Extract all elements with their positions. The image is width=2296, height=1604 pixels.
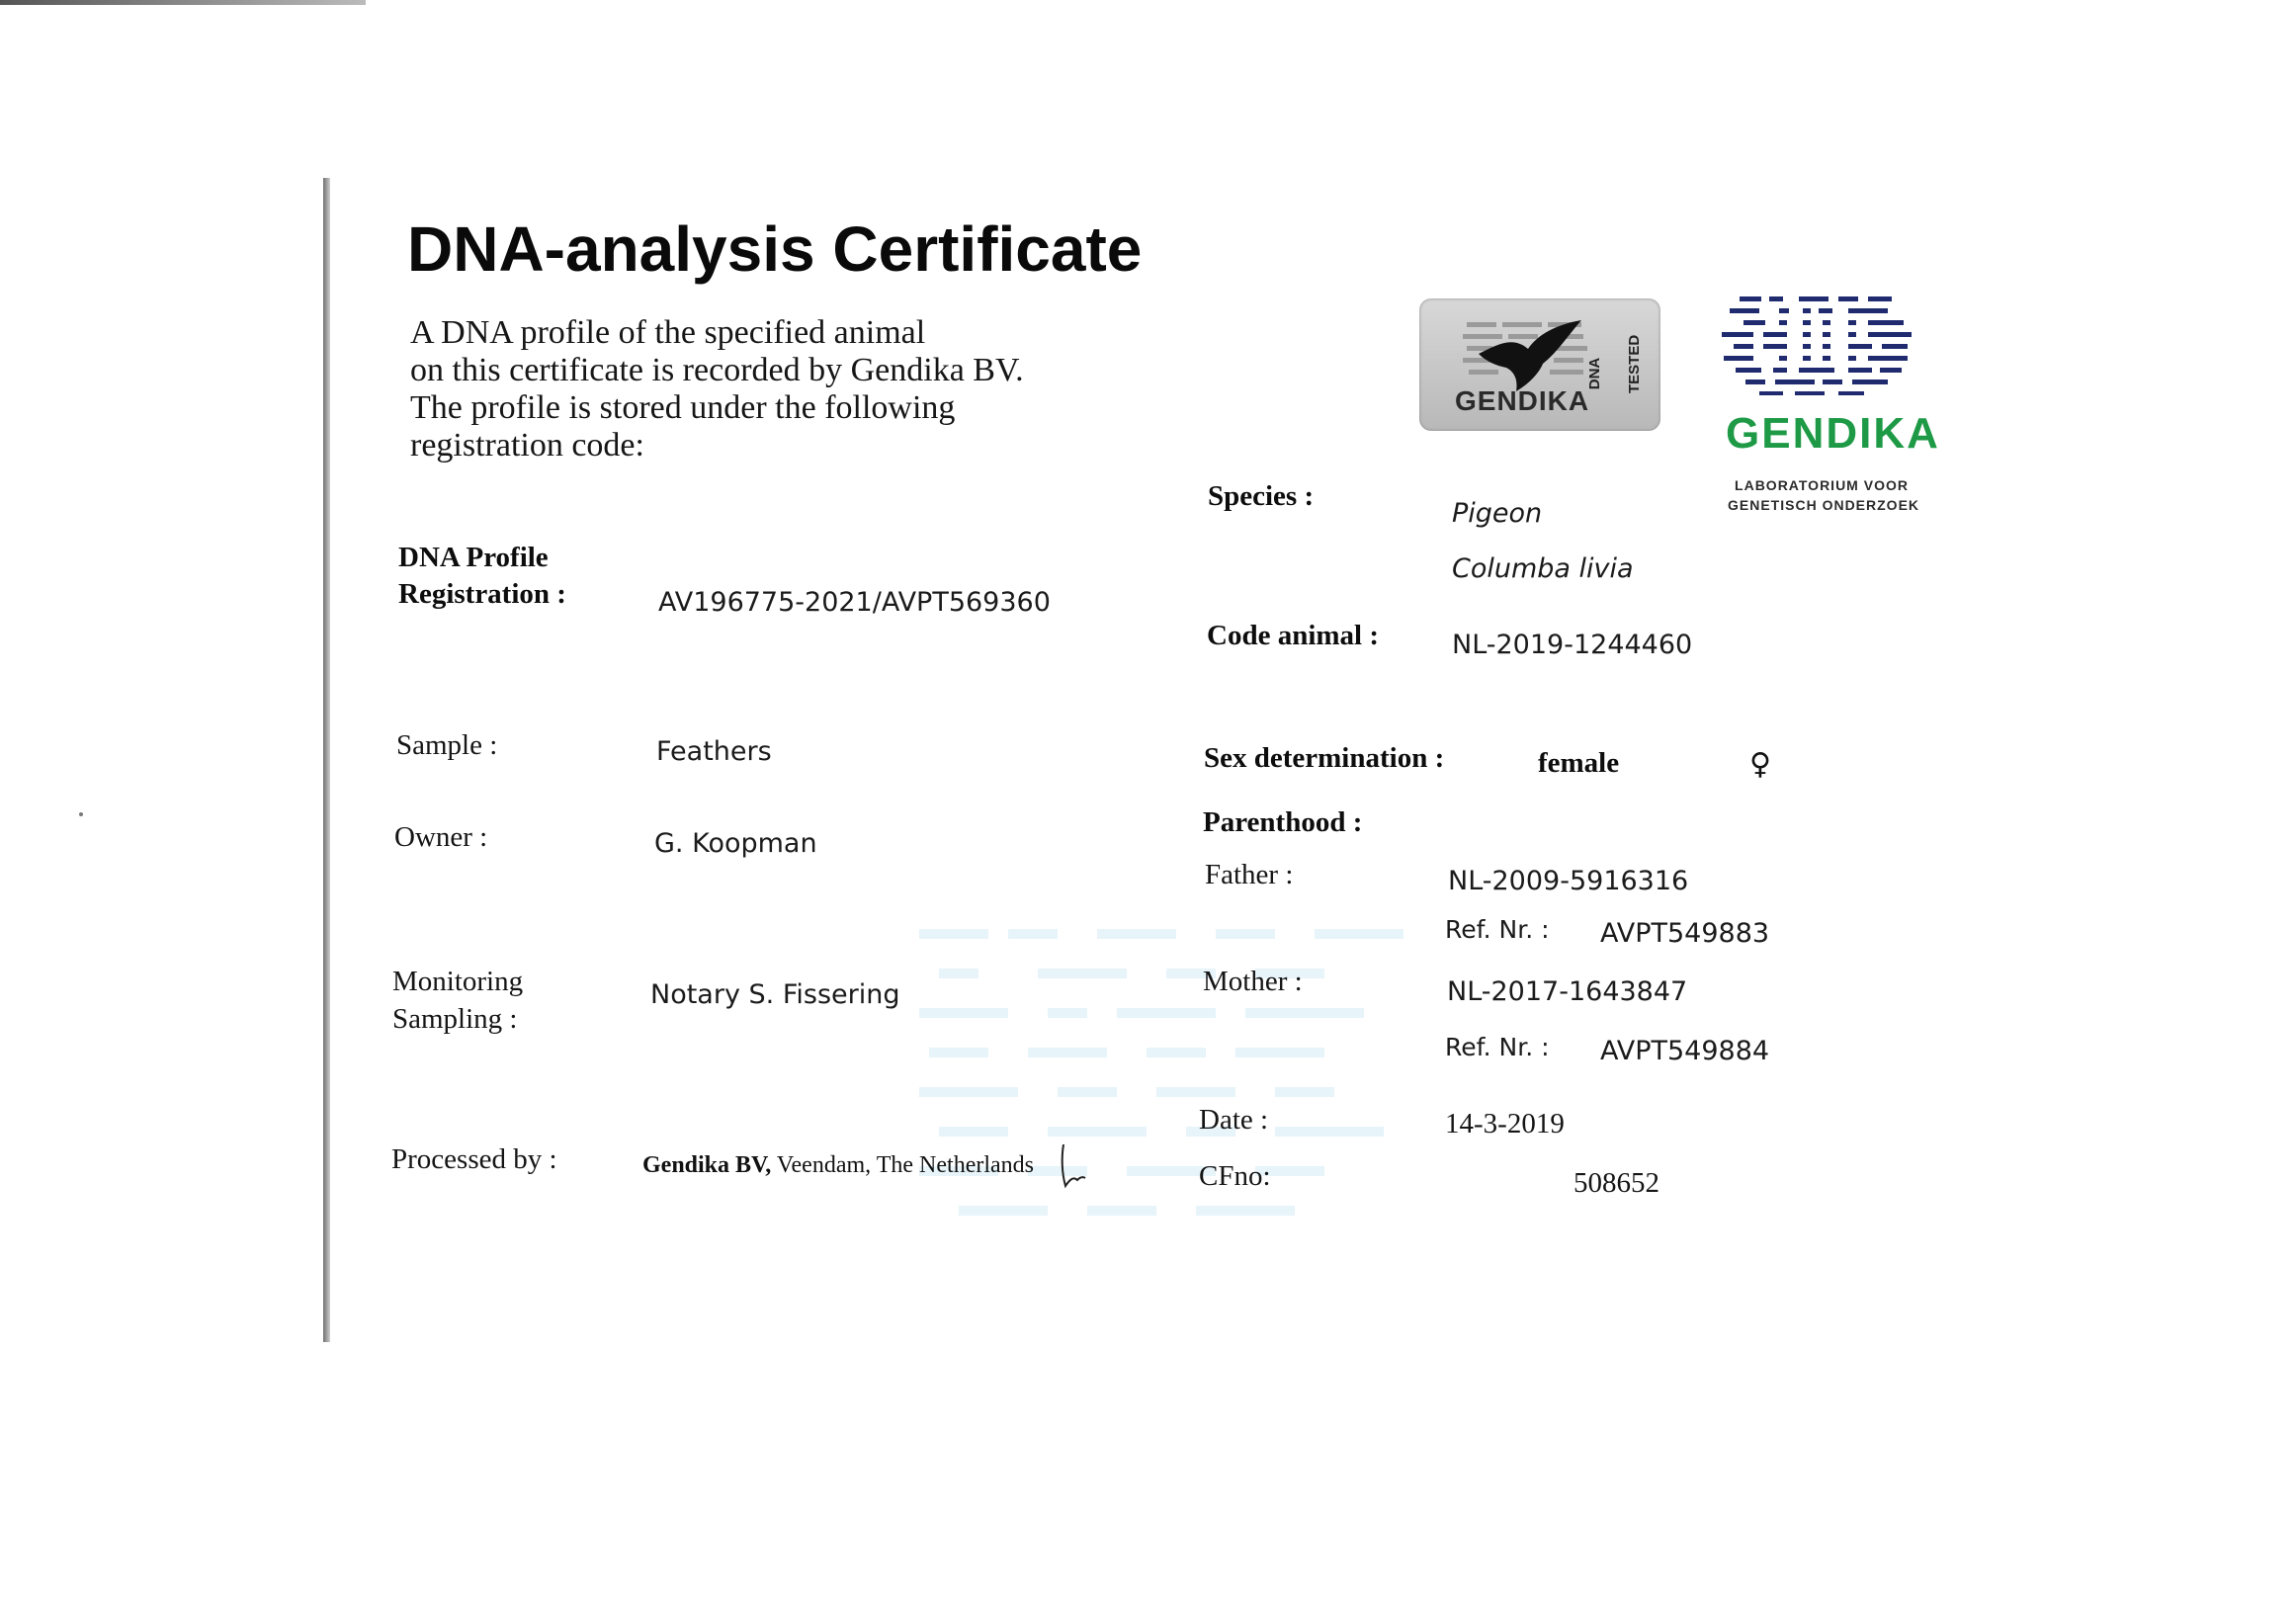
gendika-logo-subtitle bbox=[1728, 475, 1920, 515]
processed-label: Processed by : bbox=[391, 1143, 557, 1175]
date-label: Date : bbox=[1199, 1104, 1269, 1136]
dna-tested-badge bbox=[1419, 298, 1660, 431]
sex-value: female bbox=[1538, 747, 1620, 779]
sample-value: Feathers bbox=[656, 736, 772, 767]
code-animal-label: Code animal : bbox=[1207, 620, 1379, 651]
registration-label bbox=[398, 540, 566, 613]
father-value: NL-2009-5916316 bbox=[1448, 866, 1689, 896]
monitoring-label-line: Sampling : bbox=[392, 1003, 518, 1035]
code-animal-value: NL-2019-1244460 bbox=[1452, 630, 1693, 660]
certificate-title: DNA-analysis Certificate bbox=[407, 213, 1143, 285]
parenthood-label: Parenthood : bbox=[1203, 806, 1363, 838]
gendika-grid-logo-icon bbox=[1720, 293, 1917, 401]
species-label: Species : bbox=[1208, 480, 1315, 512]
mother-value: NL-2017-1643847 bbox=[1447, 976, 1688, 1007]
monitoring-value: Notary S. Fissering bbox=[650, 979, 900, 1010]
cfno-value: 508652 bbox=[1573, 1167, 1659, 1199]
registration-label-line: Registration : bbox=[398, 578, 566, 610]
logo-subtitle-line: GENETISCH ONDERZOEK bbox=[1728, 497, 1920, 513]
certificate-left-edge bbox=[323, 178, 330, 1342]
father-label: Father : bbox=[1205, 859, 1294, 890]
badge-side-text: DNA TESTED bbox=[1586, 334, 1643, 393]
processed-location: Veendam, The Netherlands bbox=[776, 1152, 1034, 1178]
monitoring-label-line: Monitoring bbox=[392, 966, 524, 997]
registration-value: AV196775-2021/AVPT569360 bbox=[658, 587, 1051, 618]
species-common-name: Pigeon bbox=[1452, 498, 1543, 529]
intro-line: A DNA profile of the specified animal bbox=[410, 314, 926, 351]
processed-company: Gendika BV, bbox=[642, 1152, 772, 1178]
date-value: 14-3-2019 bbox=[1445, 1108, 1565, 1140]
mother-label: Mother : bbox=[1203, 966, 1303, 997]
species-latin-name: Columba livia bbox=[1452, 553, 1634, 584]
monitoring-label bbox=[392, 963, 523, 1038]
sex-determination-label: Sex determination : bbox=[1204, 742, 1445, 774]
registration-label-line: DNA Profile bbox=[398, 542, 549, 573]
scan-speck bbox=[79, 812, 83, 816]
intro-line: registration code: bbox=[410, 427, 644, 464]
gendika-logo-word: GENDIKA bbox=[1726, 409, 1940, 458]
logo-subtitle-line: LABORATORIUM VOOR bbox=[1735, 477, 1909, 493]
owner-value: G. Koopman bbox=[654, 828, 817, 859]
owner-label: Owner : bbox=[394, 821, 488, 853]
intro-line: The profile is stored under the following bbox=[410, 389, 956, 426]
processed-value bbox=[642, 1152, 1034, 1179]
intro-line: on this certificate is recorded by Gendika BV. bbox=[410, 352, 1024, 388]
signature-mark-icon bbox=[1058, 1142, 1087, 1192]
father-ref-value: AVPT549883 bbox=[1600, 918, 1770, 949]
father-ref-label: Ref. Nr. : bbox=[1445, 915, 1550, 944]
cfno-label: CFno: bbox=[1199, 1160, 1271, 1192]
watermark-grid-icon bbox=[899, 909, 1473, 1265]
scan-edge-top bbox=[0, 0, 366, 5]
mother-ref-value: AVPT549884 bbox=[1600, 1036, 1770, 1066]
female-symbol-icon: ♀ bbox=[1749, 747, 1771, 782]
badge-word: GENDIKA bbox=[1455, 385, 1590, 416]
sample-label: Sample : bbox=[396, 729, 498, 761]
intro-paragraph bbox=[410, 314, 1024, 464]
mother-ref-label: Ref. Nr. : bbox=[1445, 1033, 1550, 1061]
